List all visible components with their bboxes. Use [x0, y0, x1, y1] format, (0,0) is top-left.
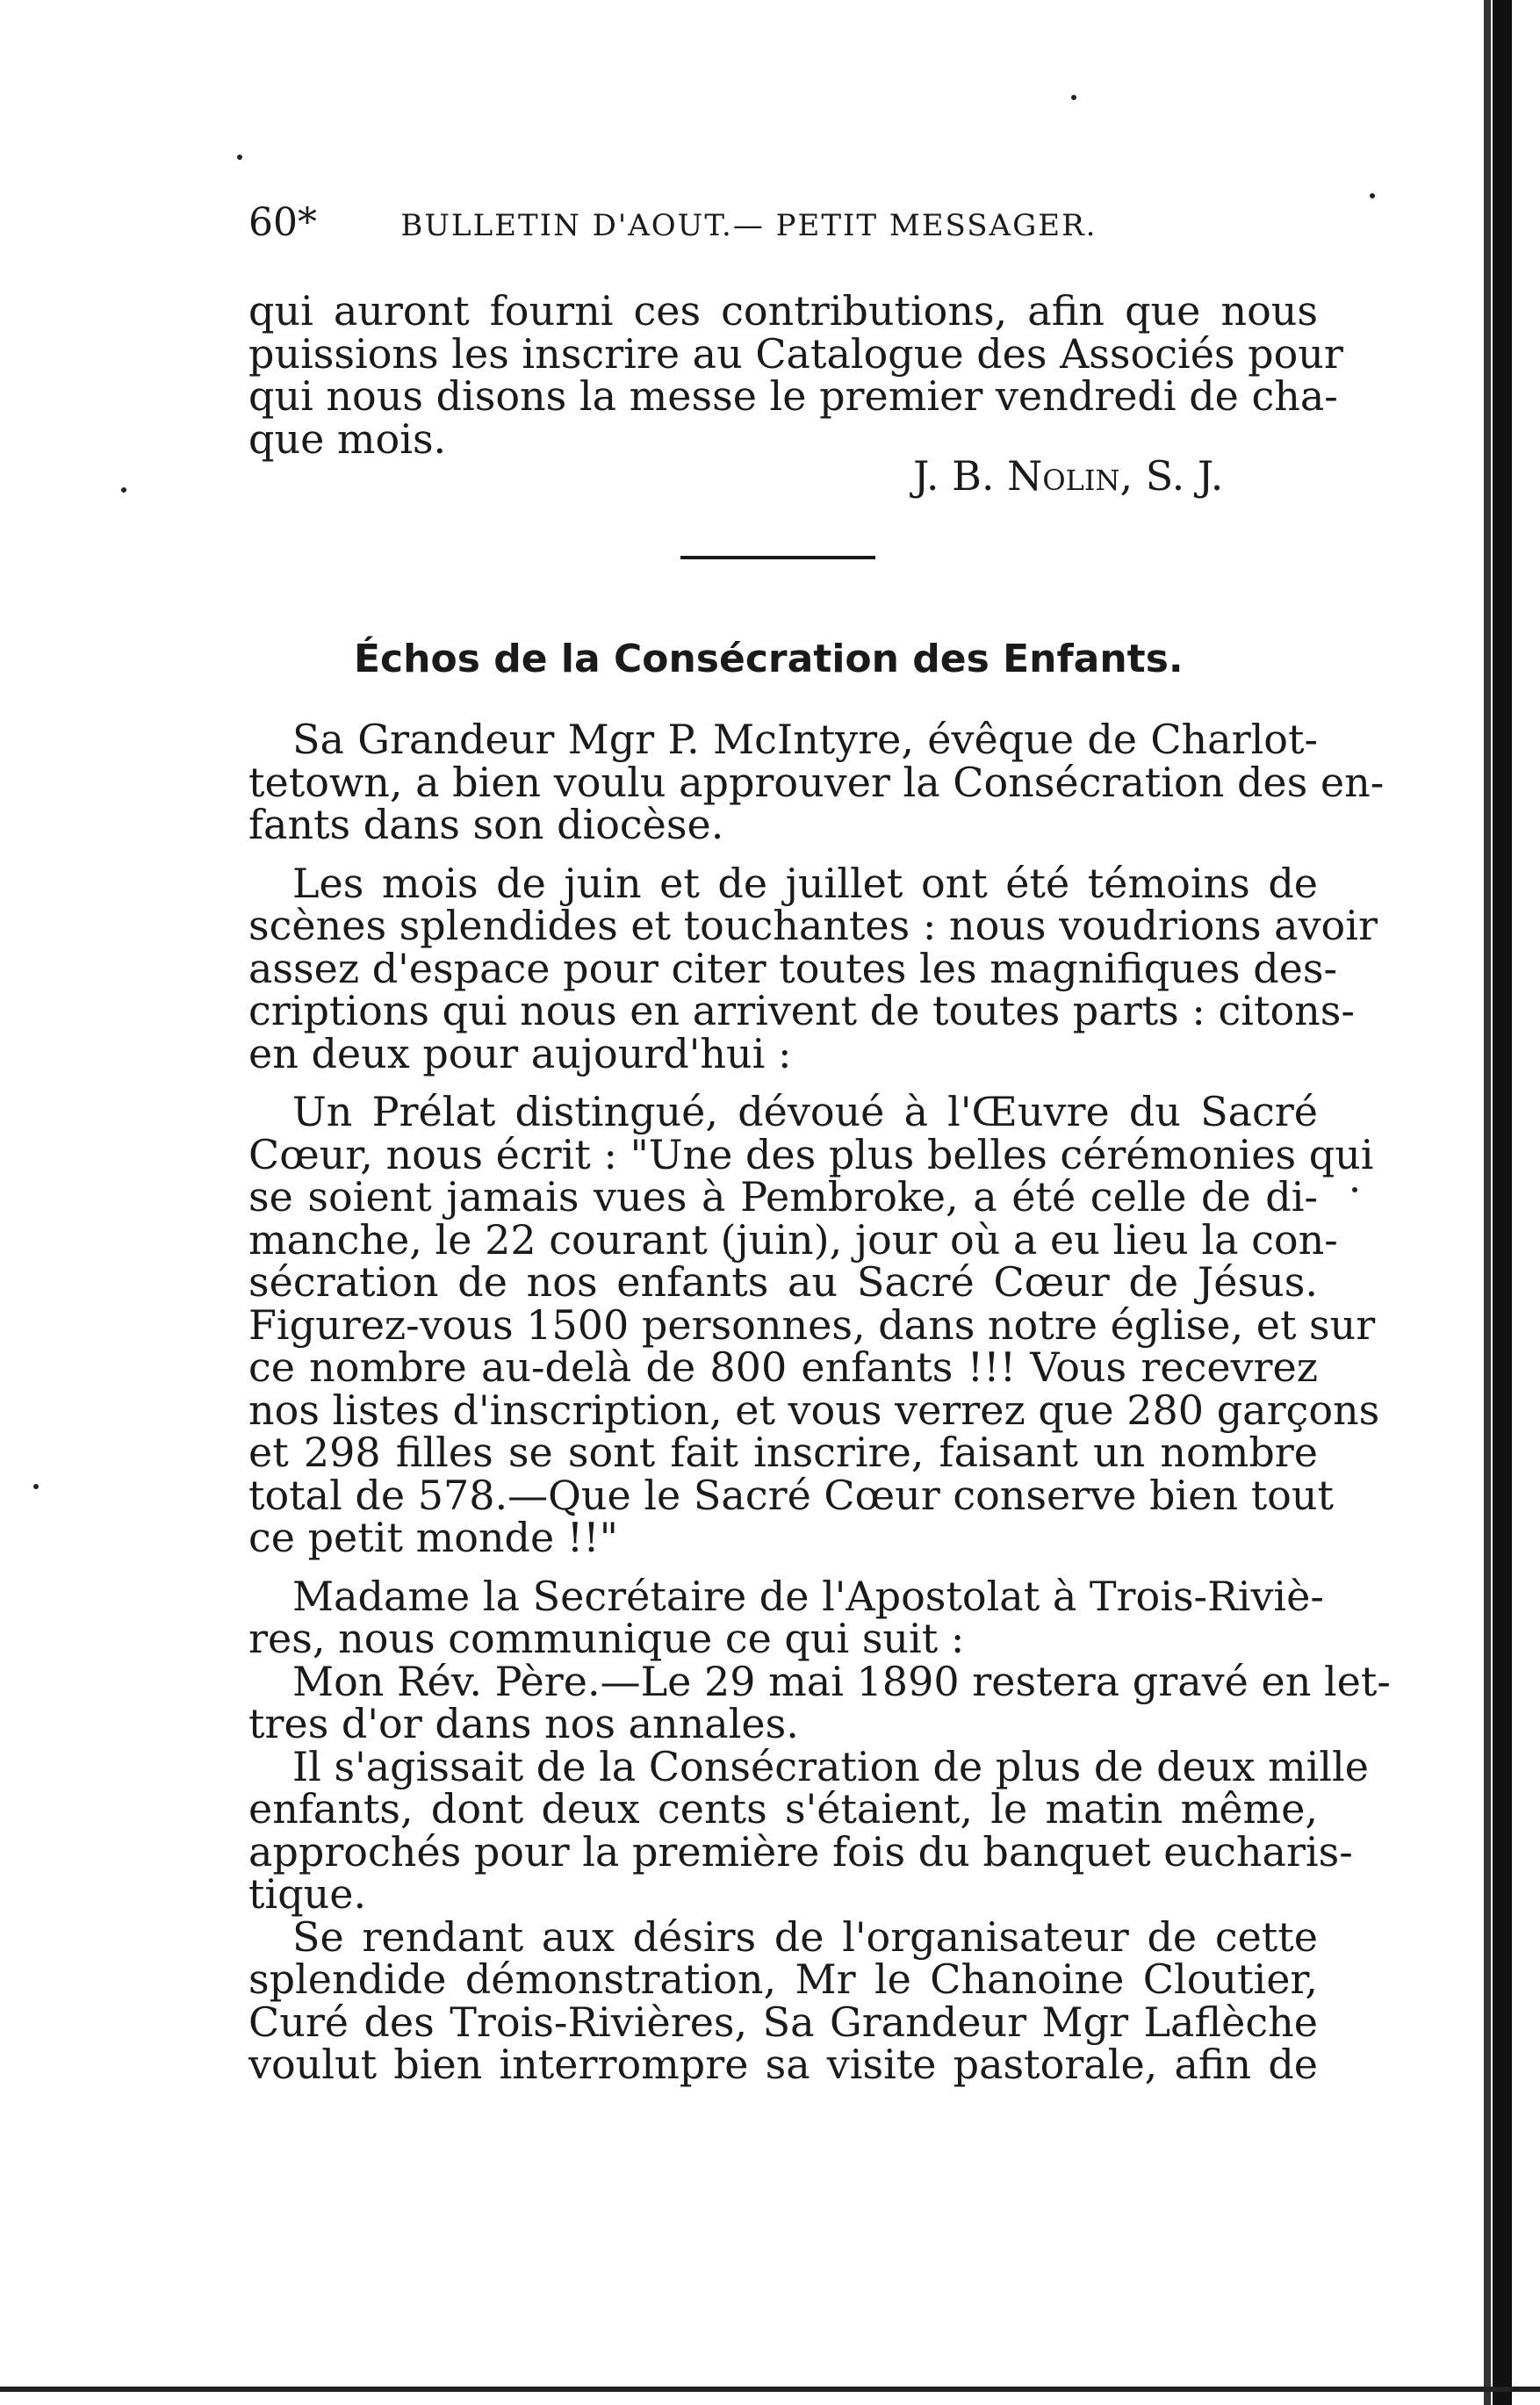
print-speck [121, 487, 126, 493]
article-body [248, 716, 1391, 2088]
text-line: et 298 filles se sont fait inscrire, faisant un nombre [248, 1429, 1318, 1476]
text-line: qui auront fourni ces contributions, afin que nous [248, 287, 1318, 335]
text-line: Les mois de juin et de juillet ont été témoins de [292, 859, 1318, 907]
text-line: scènes splendides et touchantes : nous voudrions avoir [248, 902, 1378, 949]
print-speck [237, 155, 242, 160]
text-line: tique. [248, 1870, 367, 1918]
text-line: nos listes d'inscription, et vous verrez que 280 garçons [248, 1386, 1380, 1434]
text-line: qui nous disons la messe le premier vendredi de cha- [248, 372, 1338, 420]
text-line: Curé des Trois-Rivières, Sa Grandeur Mgr Laflèche [248, 1998, 1318, 2046]
section-title: Échos de la Consécration des Enfants. [354, 637, 1184, 681]
text-line: sécration de nos enfants au Sacré Cœur de Jésus. [248, 1258, 1318, 1306]
print-speck [1352, 1187, 1357, 1192]
running-header [248, 200, 1320, 245]
text-line: Madame la Secrétaire de l'Apostolat à Trois-Riviè- [292, 1572, 1324, 1620]
page-bottom-edge [0, 2387, 1540, 2392]
text-line: ce petit monde !!" [248, 1514, 618, 1561]
text-line: manche, le 22 courant (juin), jour où a eu lieu la con- [248, 1215, 1338, 1264]
text-line: Cœur, nous écrit : "Une des plus belles cérémonies qui [248, 1130, 1374, 1178]
section-divider [680, 556, 875, 559]
text-line: Un Prélat distingué, dévoué à l'Œuvre du Sacré [292, 1088, 1318, 1135]
text-line: Mon Rév. Père.—Le 29 mai 1890 restera gravé en let- [292, 1657, 1391, 1705]
text-line: tres d'or dans nos annales. [248, 1700, 799, 1747]
text-line: Sa Grandeur Mgr P. McIntyre, évêque de Charlot- [292, 716, 1318, 763]
text-line: se soient jamais vues à Pembroke, a été celle de di- [248, 1173, 1318, 1221]
text-line: Figurez-vous 1500 personnes, dans notre église, et sur [248, 1300, 1376, 1349]
text-line: Se rendant aux désirs de l'organisateur de cette [292, 1912, 1318, 1961]
author-signature: J. B. Nolin, S. J. [913, 452, 1224, 500]
text-line: assez d'espace pour citer toutes les magnifiques des- [248, 944, 1338, 992]
text-line: Il s'agissait de la Consécration de plus de deux mille [292, 1742, 1369, 1790]
text-line: total de 578.—Que le Sacré Cœur conserve bien tout [248, 1471, 1334, 1519]
text-line: puissions les inscrire au Catalogue des Associés pour [248, 329, 1343, 378]
page-edge-shadow [1484, 0, 1491, 2405]
print-speck [1071, 95, 1076, 100]
text-line: en deux pour aujourd'hui : [248, 1029, 792, 1077]
text-line: que mois. [248, 414, 447, 463]
print-speck [33, 1484, 39, 1489]
text-line: criptions qui nous en arrivent de toutes parts : citons- [248, 987, 1355, 1034]
text-line: tetown, a bien voulu approuver la Consécration des en- [248, 758, 1385, 806]
text-line: fants dans son diocèse. [248, 801, 724, 848]
text-line: enfants, dont deux cents s'étaient, le matin même, [248, 1785, 1318, 1833]
page-number: 60* [248, 200, 317, 245]
intro-paragraph [248, 287, 1343, 463]
text-line: res, nous communique ce qui suit : [248, 1615, 965, 1662]
print-speck [1370, 193, 1375, 198]
text-line: voulut bien interrompre sa visite pastorale, afin de [248, 2041, 1318, 2088]
text-line: approchés pour la première fois du banquet eucharis- [248, 1827, 1353, 1876]
text-line: ce nombre au-delà de 800 enfants !!! Vous recevrez [248, 1343, 1318, 1391]
text-line: splendide démonstration, Mr le Chanoine Cloutier, [248, 1955, 1318, 2003]
page-edge-border [1493, 0, 1512, 2405]
running-title: BULLETIN D'AOUT.— PETIT MESSAGER. [400, 208, 1097, 243]
